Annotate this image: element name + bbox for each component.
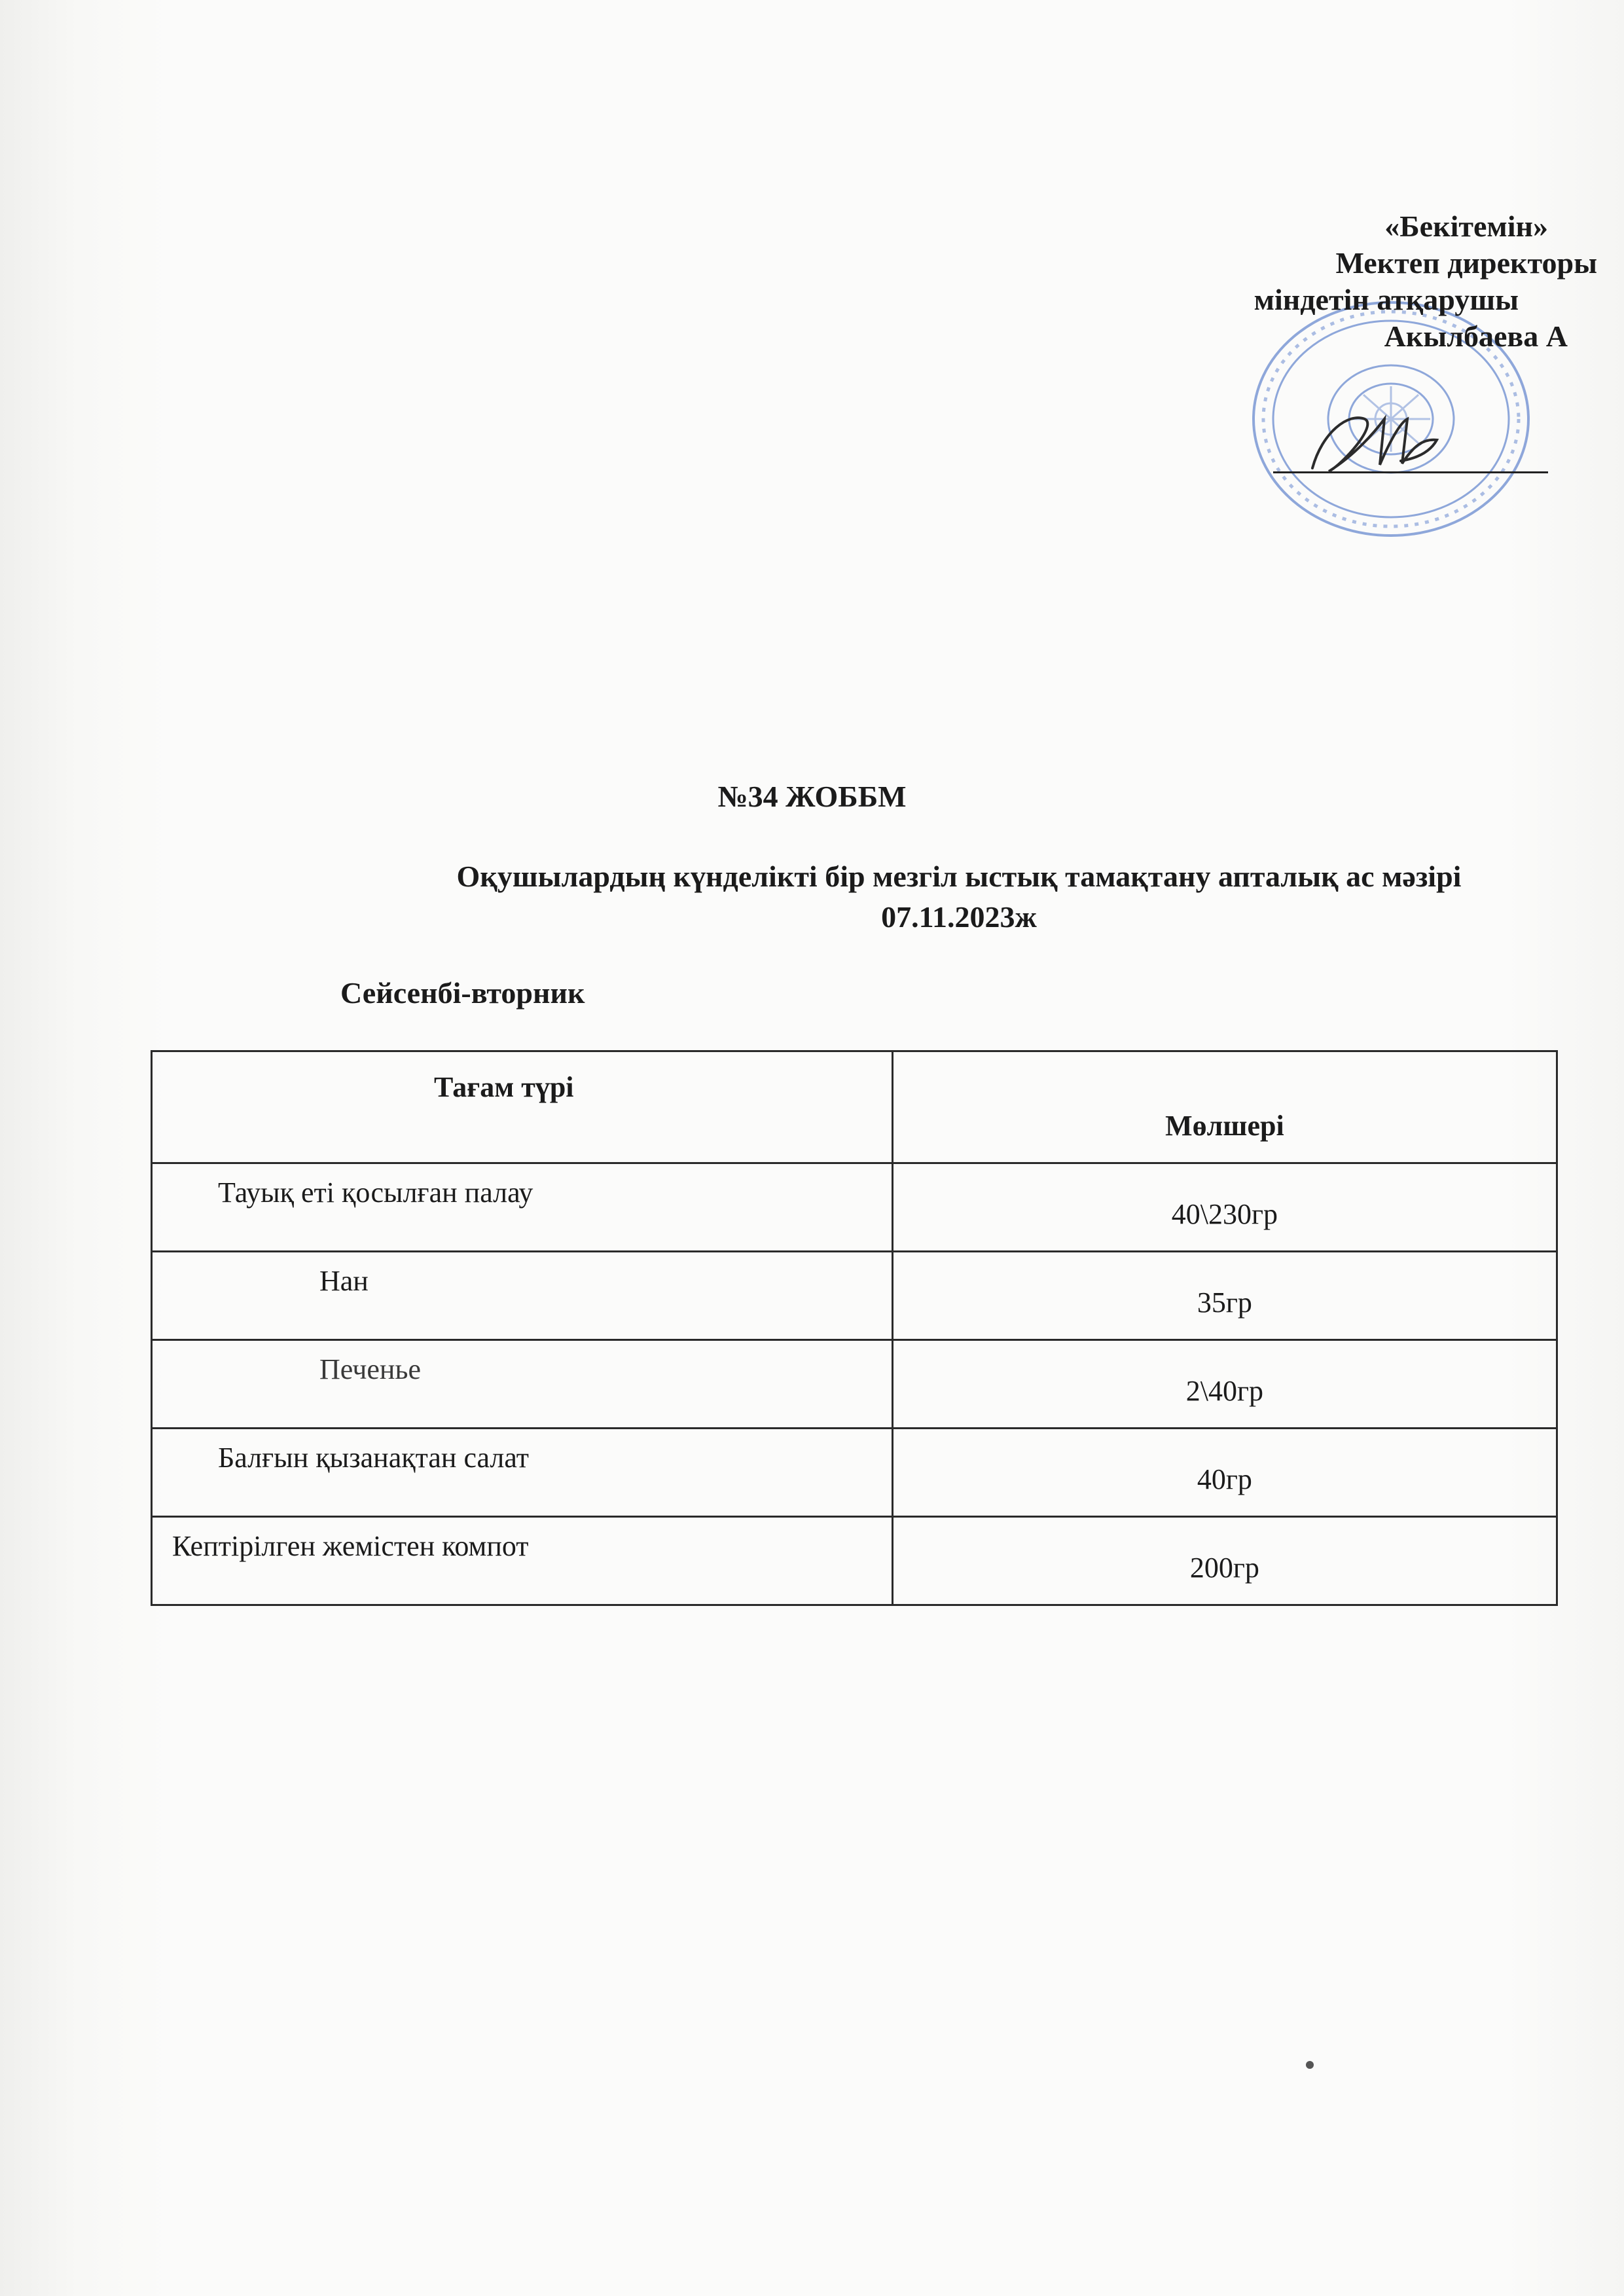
dish-amount: 40\230гр [892, 1163, 1557, 1252]
menu-table [151, 1050, 1558, 1606]
approval-line-acting: міндетін атқарушы [1254, 283, 1519, 316]
organization-name: №34 ЖОББМ [717, 780, 907, 813]
approval-line-name: Акылбаева А [1384, 319, 1568, 353]
approval-block [1178, 208, 1597, 355]
dish-amount: 2\40гр [892, 1340, 1557, 1429]
signature-icon [1303, 393, 1460, 484]
scan-speck [1306, 2061, 1314, 2069]
dish-name: Балғын қызанақтан салат [152, 1429, 893, 1517]
table-header-row [152, 1051, 1557, 1163]
dish-name: Кептірілген жемістен компот [152, 1517, 893, 1605]
header-amount: Мөлшері [892, 1051, 1557, 1163]
approval-line-approve: «Бекітемін» [1384, 210, 1548, 243]
dish-name: Печенье [152, 1340, 893, 1429]
dish-name: Тауық еті қосылған палау [152, 1163, 893, 1252]
table-row [152, 1252, 1557, 1340]
table-row [152, 1163, 1557, 1252]
document-title [288, 856, 1624, 938]
day-label: Сейсенбі-вторник [340, 976, 585, 1010]
dish-amount: 35гр [892, 1252, 1557, 1340]
title-date: 07.11.2023ж [881, 900, 1037, 934]
title-text: Оқушылардың күнделікті бір мезгіл ыстық тамақтану апталық ас мәзірі [456, 860, 1462, 893]
dish-name: Нан [152, 1252, 893, 1340]
table-row [152, 1429, 1557, 1517]
approval-line-position: Мектеп директоры [1335, 246, 1597, 280]
table-row [152, 1517, 1557, 1605]
dish-amount: 40гр [892, 1429, 1557, 1517]
dish-amount: 200гр [892, 1517, 1557, 1605]
header-dish-type: Тағам түрі [152, 1051, 893, 1163]
table-row [152, 1340, 1557, 1429]
